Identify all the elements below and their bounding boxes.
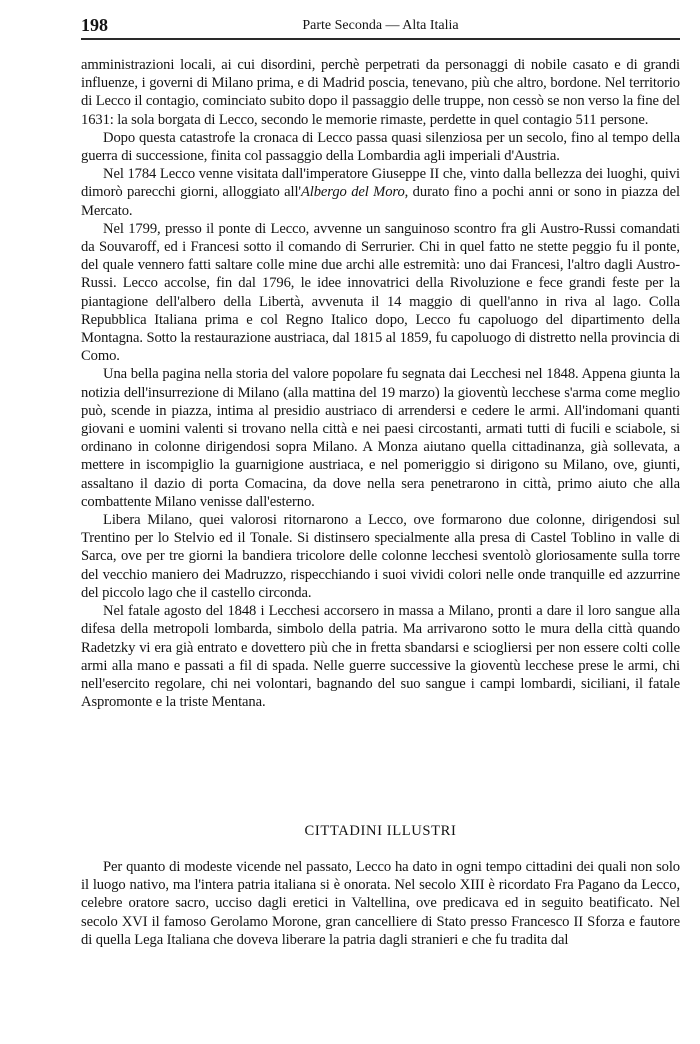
paragraph-3 xyxy=(81,165,680,220)
paragraph-3-part-1: Nel 1784 Lecco venne visitata dall'imperatore Giuseppe II che, vinto dalla bellezza dei luoghi, quivi dimorò parecchi giorni, alloggiato all' xyxy=(81,166,680,201)
body-text xyxy=(81,56,680,711)
section-text xyxy=(81,858,680,949)
section-paragraph-1: Per quanto di modeste vicende nel passato, Lecco ha dato in ogni tempo cittadini dei quali non solo il luogo nativo, ma l'intera patria italiana si è onorata. Nel secolo XIII è ricordato Fra Pagano da Lecco, celebre oratore sacro, ucciso dagli eretici in Valtellina, ove predicava ed in seguito beatificato. Nel secolo XVI il famoso Gerolamo Morone, gran cancelliere di Stato presso Francesco II Sforza e fautore di quella Lega Italiana che doveva liberare la patria dagli stranieri e che fu tradita dal xyxy=(81,859,680,948)
page-number: 198 xyxy=(81,15,108,35)
page-header xyxy=(81,12,680,40)
section-heading: CITTADINI ILLUSTRI xyxy=(304,823,457,839)
running-title: Parte Seconda — Alta Italia xyxy=(302,18,459,33)
paragraph-5: Una bella pagina nella storia del valore popolare fu segnata dai Lecchesi nel 1848. Appena giunta la notizia dell'insurrezione di Milano (alla mattina del 19 marzo) la gioventù lecchese s'arma come meglio può, scende in piazza, intima al presidio austriaco di arrendersi e cedere le armi. All'indomani quanti giovani e uomini valenti si trovano nella città e nei paesi circostanti, armati tutti di fucili e sciabole, si ordinano in colonne dirigendosi sopra Milano. A Monza aiutano quella cittadinanza, già sollevata, a mettere in iscompiglio la guarnigione austriaca, e nel pomeriggio si dirigono su Milano, ove, giunti, assaltano il dazio di porta Comacina, da dove nella sera penetrarono in città, primo aiuto che alla combattente Milano venisse dall'esterno. xyxy=(81,366,680,510)
paragraph-2: Dopo questa catastrofe la cronaca di Lecco passa quasi silenziosa per un secolo, fino al tempo della guerra di successione, finita col passaggio della Lombardia agli imperiali d'Austria. xyxy=(81,129,680,165)
albergo-del-moro-italic: Albergo del Moro xyxy=(300,184,405,201)
paragraph-3-part-2: , durato fino a pochi anni or sono in piazza del Mercato. xyxy=(81,184,681,219)
paragraph-1: amministrazioni locali, ai cui disordini, perchè perpetrati da personaggi di nobile casato e di grandi influenze, i governi di Milano prima, e di Madrid poscia, tenevano, più che altro, bordone. Nel territorio di Lecco il contagio, cominciato subito dopo il passaggio delle truppe, non cessò se non verso la fine del 1631: la sola borgata di Lecco, secondo le memorie rimaste, perdette in quel contagio 511 persone. xyxy=(81,57,680,128)
paragraph-4: Nel 1799, presso il ponte di Lecco, avvenne un sanguinoso scontro fra gli Austro-Russi comandati da Souvaroff, ed i Francesi sotto il comando di Serrurier. Chi in quel fatto ne stette peggio fu il ponte, del quale vennero fatti saltare colle mine due archi alle estremità: uno dai Francesi, l'altro dagli Austro-Russi. Lecco accolse, fin dal 1796, le idee innovatrici della Rivoluzione e fece grandi feste per la piantagione dell'albero della Libertà, avvenuta il 14 maggio di quell'anno in riva al lago. Colla Repubblica Italiana prima e col Regno Italico dopo, Lecco fu capoluogo del dipartimento della Montagna. Sotto la restaurazione austriaca, dal 1815 al 1859, fu capoluogo di distretto nella provincia di Como. xyxy=(81,220,680,365)
paragraph-6: Libera Milano, quei valorosi ritornarono a Lecco, ove formarono due colonne, dirigendosi sul Trentino per lo Stelvio ed il Tonale. Si distinsero specialmente alla presa di Castel Toblino in valle di Sarca, ove per tre giorni la bandiera tricolore delle colonne lecchesi sventolò gloriosamente sulla torre del vecchio maniero dei Madruzzo, rispecchiando i suoi vividi colori nelle onde tranquille ed azzurrine del piccolo lago che il castello circonda. xyxy=(81,512,680,601)
paragraph-7: Nel fatale agosto del 1848 i Lecchesi accorsero in massa a Milano, pronti a dare il loro sangue alla difesa della metropoli lombarda, simbolo della patria. Ma arrivarono sotto le mura della città quando Radetzky vi era già entrato e dovettero più che in fretta sbandarsi e sciogliersi per non essere colti colle armi alla mano e passati a fil di spada. Nelle guerre successive la gioventù lecchese prese le armi, chi nell'esercito regolare, chi nei volontari, bagnando del suo sangue i campi lombardi, siciliani, il fatale Aspromonte e la triste Mentana. xyxy=(81,603,680,711)
